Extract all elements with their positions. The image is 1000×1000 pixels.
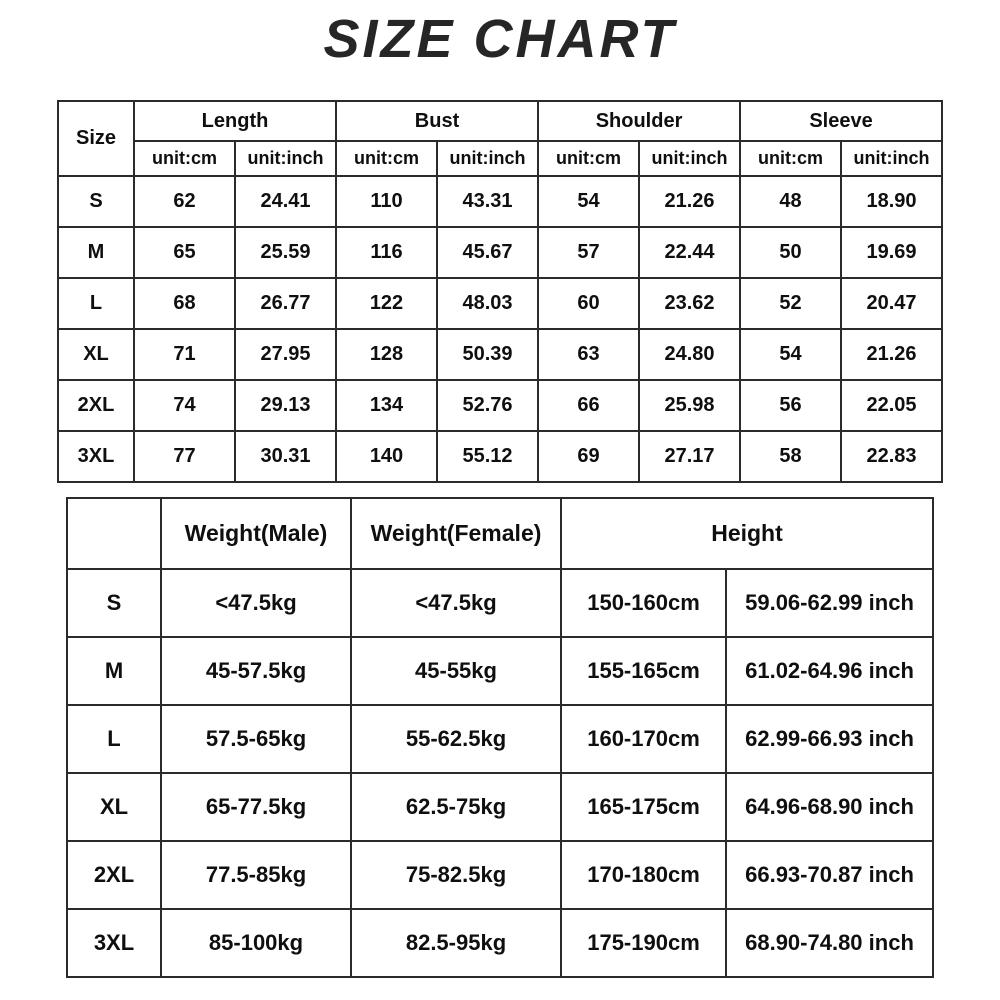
sleeve-cm-cell: 50: [740, 227, 841, 278]
size-label: L: [67, 705, 161, 773]
length-unit-cm-header: unit:cm: [134, 141, 235, 176]
unit-header-row: [58, 141, 942, 176]
weight-female-cell: 55-62.5kg: [351, 705, 561, 773]
sleeve-inch-cell: 22.05: [841, 380, 942, 431]
size-label: XL: [58, 329, 134, 380]
shoulder-inch-cell: 25.98: [639, 380, 740, 431]
height-cm-cell: 155-165cm: [561, 637, 726, 705]
table-row-m: [58, 227, 942, 278]
sleeve-cm-cell: 52: [740, 278, 841, 329]
weight-male-cell: 57.5-65kg: [161, 705, 351, 773]
weight-female-header: Weight(Female): [351, 498, 561, 569]
table-row-2xl: [67, 841, 933, 909]
weight-male-cell: 77.5-85kg: [161, 841, 351, 909]
bust-unit-inch-header: unit:inch: [437, 141, 538, 176]
table-row-xl: [58, 329, 942, 380]
bust-cm-cell: 110: [336, 176, 437, 227]
sleeve-cm-cell: 54: [740, 329, 841, 380]
size-label: S: [67, 569, 161, 637]
height-cm-cell: 150-160cm: [561, 569, 726, 637]
empty-corner-cell: [67, 498, 161, 569]
shoulder-cm-cell: 57: [538, 227, 639, 278]
garment-measurements-table: [57, 100, 943, 483]
table-row-xl: [67, 773, 933, 841]
bust-cm-cell: 116: [336, 227, 437, 278]
size-label: 2XL: [67, 841, 161, 909]
bust-inch-cell: 52.76: [437, 380, 538, 431]
size-label: 3XL: [58, 431, 134, 482]
length-unit-inch-header: unit:inch: [235, 141, 336, 176]
length-cm-cell: 65: [134, 227, 235, 278]
size-label: M: [58, 227, 134, 278]
bust-cm-cell: 122: [336, 278, 437, 329]
weight-male-cell: 85-100kg: [161, 909, 351, 977]
measure-group-header-row: [58, 101, 942, 141]
height-inch-cell: 61.02-64.96 inch: [726, 637, 933, 705]
table-row-s: [67, 569, 933, 637]
height-cm-cell: 165-175cm: [561, 773, 726, 841]
sleeve-inch-cell: 22.83: [841, 431, 942, 482]
shoulder-cm-cell: 54: [538, 176, 639, 227]
height-cm-cell: 160-170cm: [561, 705, 726, 773]
shoulder-unit-inch-header: unit:inch: [639, 141, 740, 176]
shoulder-cm-cell: 69: [538, 431, 639, 482]
height-inch-cell: 64.96-68.90 inch: [726, 773, 933, 841]
shoulder-cm-cell: 66: [538, 380, 639, 431]
weight-male-cell: 45-57.5kg: [161, 637, 351, 705]
shoulder-inch-cell: 24.80: [639, 329, 740, 380]
bust-group-header: Bust: [336, 101, 538, 141]
shoulder-group-header: Shoulder: [538, 101, 740, 141]
bust-unit-cm-header: unit:cm: [336, 141, 437, 176]
size-label: L: [58, 278, 134, 329]
sleeve-inch-cell: 21.26: [841, 329, 942, 380]
weight-female-cell: 62.5-75kg: [351, 773, 561, 841]
size-label: 2XL: [58, 380, 134, 431]
weight-female-cell: <47.5kg: [351, 569, 561, 637]
page-title: SIZE CHART: [323, 9, 677, 69]
length-cm-cell: 77: [134, 431, 235, 482]
length-inch-cell: 24.41: [235, 176, 336, 227]
body-reference-table: [66, 497, 934, 978]
length-cm-cell: 68: [134, 278, 235, 329]
weight-female-cell: 82.5-95kg: [351, 909, 561, 977]
shoulder-inch-cell: 22.44: [639, 227, 740, 278]
height-header: Height: [561, 498, 933, 569]
height-cm-cell: 175-190cm: [561, 909, 726, 977]
height-cm-cell: 170-180cm: [561, 841, 726, 909]
table-row-3xl: [67, 909, 933, 977]
size-label: M: [67, 637, 161, 705]
height-inch-cell: 59.06-62.99 inch: [726, 569, 933, 637]
bust-cm-cell: 134: [336, 380, 437, 431]
length-inch-cell: 25.59: [235, 227, 336, 278]
shoulder-inch-cell: 21.26: [639, 176, 740, 227]
bust-inch-cell: 55.12: [437, 431, 538, 482]
shoulder-inch-cell: 23.62: [639, 278, 740, 329]
length-cm-cell: 74: [134, 380, 235, 431]
bust-inch-cell: 45.67: [437, 227, 538, 278]
height-inch-cell: 62.99-66.93 inch: [726, 705, 933, 773]
length-inch-cell: 30.31: [235, 431, 336, 482]
bust-cm-cell: 140: [336, 431, 437, 482]
body-header-row: [67, 498, 933, 569]
sleeve-unit-cm-header: unit:cm: [740, 141, 841, 176]
weight-male-cell: <47.5kg: [161, 569, 351, 637]
sleeve-group-header: Sleeve: [740, 101, 942, 141]
table-row-l: [67, 705, 933, 773]
height-inch-cell: 66.93-70.87 inch: [726, 841, 933, 909]
sleeve-cm-cell: 58: [740, 431, 841, 482]
table-row-2xl: [58, 380, 942, 431]
length-cm-cell: 71: [134, 329, 235, 380]
size-label: 3XL: [67, 909, 161, 977]
sleeve-cm-cell: 48: [740, 176, 841, 227]
table-row-m: [67, 637, 933, 705]
sleeve-inch-cell: 20.47: [841, 278, 942, 329]
shoulder-cm-cell: 60: [538, 278, 639, 329]
weight-female-cell: 45-55kg: [351, 637, 561, 705]
weight-male-cell: 65-77.5kg: [161, 773, 351, 841]
size-label: XL: [67, 773, 161, 841]
size-label: S: [58, 176, 134, 227]
table-row-l: [58, 278, 942, 329]
size-column-header: Size: [58, 101, 134, 176]
weight-male-header: Weight(Male): [161, 498, 351, 569]
length-inch-cell: 26.77: [235, 278, 336, 329]
weight-female-cell: 75-82.5kg: [351, 841, 561, 909]
shoulder-unit-cm-header: unit:cm: [538, 141, 639, 176]
sleeve-inch-cell: 19.69: [841, 227, 942, 278]
table-row-s: [58, 176, 942, 227]
bust-inch-cell: 43.31: [437, 176, 538, 227]
bust-inch-cell: 50.39: [437, 329, 538, 380]
sleeve-inch-cell: 18.90: [841, 176, 942, 227]
length-inch-cell: 27.95: [235, 329, 336, 380]
bust-cm-cell: 128: [336, 329, 437, 380]
length-inch-cell: 29.13: [235, 380, 336, 431]
length-cm-cell: 62: [134, 176, 235, 227]
table-row-3xl: [58, 431, 942, 482]
height-inch-cell: 68.90-74.80 inch: [726, 909, 933, 977]
sleeve-cm-cell: 56: [740, 380, 841, 431]
bust-inch-cell: 48.03: [437, 278, 538, 329]
length-group-header: Length: [134, 101, 336, 141]
sleeve-unit-inch-header: unit:inch: [841, 141, 942, 176]
shoulder-cm-cell: 63: [538, 329, 639, 380]
shoulder-inch-cell: 27.17: [639, 431, 740, 482]
